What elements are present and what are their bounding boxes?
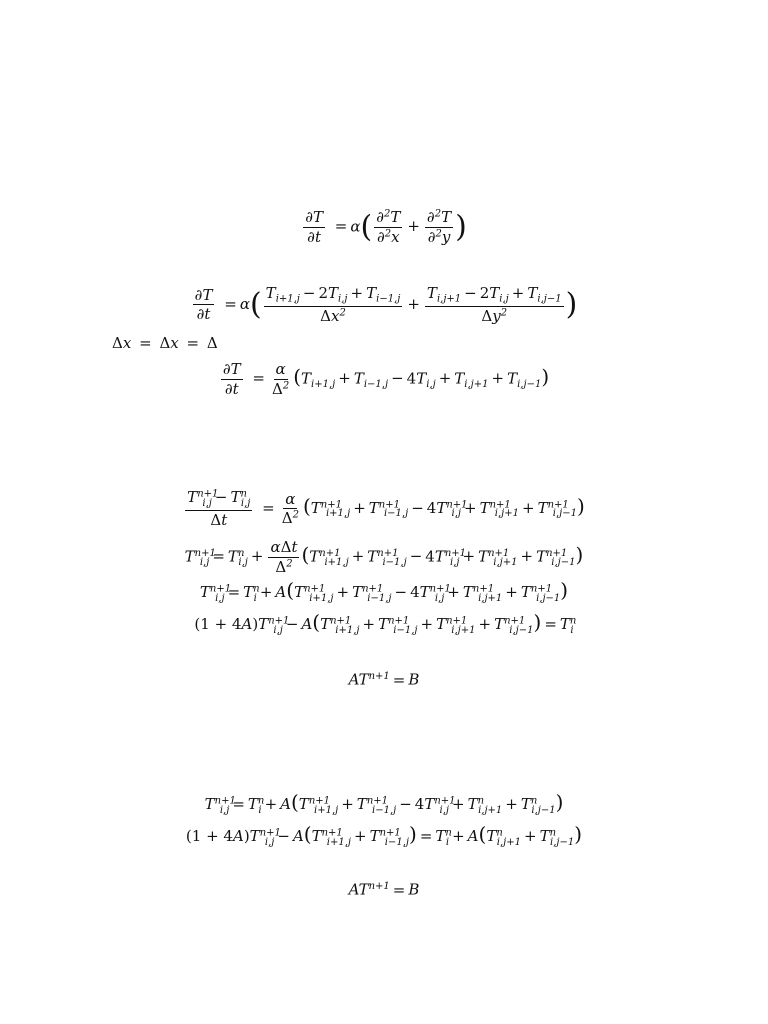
equation-implicit-time: $\frac{T^{n+1}_{i,j} - T^n_{i,j}}{\Delta t}$ = $\frac{\alpha}{\Delta^2}$ $(T^{n+1}_{i+1,j} + T^{n+1}_{i-1,j} - 4T^{n+1}_{i,j} + T^{n+1}_{i,j+1} + T^{n+1}_{i,j-1})$ — [187, 488, 585, 529]
equation-heat-pde: $\frac{\partial T}{\partial t}$ = α( $\frac{\partial^2T}{\partial^2x}$ + $\frac{\partial^2T}{\partial^2y}$ ) — [305, 208, 467, 246]
equation-implicit-system-row: $(1 + 4A)T^{n+1}_{i,j} - A(T^{n+1}_{i+1,j} + T^{n+1}_{i-1,j} + T^{n+1}_{i,j+1} + T^{n+1}_{i,j-1}) = T^n_i$ — [194, 610, 577, 636]
equation-matrix-form-2: $AT^{n+1} = B$ — [348, 880, 420, 899]
equation-grid-spacing: Δx = Δx = Δ — [112, 334, 218, 352]
equation-uniform-grid: $\frac{\partial T}{\partial t}$ = $\frac{\alpha}{\Delta^2}$ $(T_{i+1,j} + T_{i-1,j} - 4T_{i,j} + T_{i,j+1} + T_{i,j-1})$ — [222, 360, 550, 398]
equation-implicit-rearranged: $T^{n+1}_{i,j} = T^n_{i,j}$ + $\frac{\text{αΔt}}{\Delta^2}$ $(T^{n+1}_{i+1,j} + T^{n+1}_{i-1,j} - 4T^{n+1}_{i,j} + T^{n+1}_{i,j+1} + T^{n+1}_{i,j-1})$ — [184, 538, 584, 576]
equation-implicit-A: $T^{n+1}_{i,j} = T^n_i + A(T^{n+1}_{i+1,j} + T^{n+1}_{i-1,j} - 4T^{n+1}_{i,j} + T^{n+1}_{i,j+1} + T^{n+1}_{i,j-1})$ — [199, 578, 569, 604]
equation-adi-system-row: $(1 + 4A)T^{n+1}_{i,j} - A(T^{n+1}_{i+1,j} + T^{n+1}_{i-1,j}) = T^n_i + A(T^n_{i,j+1} + T^n_{i,j-1})$ — [185, 822, 583, 848]
equation-fd-discretization: $\frac{\partial T}{\partial t}$ = α( $\frac{T_{i+1,j} - 2T_{i,j} + T_{i-1,j}}{\Delta x^2}$ + $\frac{T_{i,j+1} - 2T_{i,j} + T_{i,j-1}}{\Delta y^2}$ ) — [194, 284, 578, 325]
equation-matrix-form-1: $AT^{n+1} = B$ — [348, 670, 420, 689]
equation-adi-step: $T^{n+1}_{i,j} = T^n_i + A(T^{n+1}_{i+1,j} + T^{n+1}_{i-1,j} - 4T^{n+1}_{i,j} + T^n_{i,j+1} + T^n_{i,j-1})$ — [204, 790, 564, 816]
